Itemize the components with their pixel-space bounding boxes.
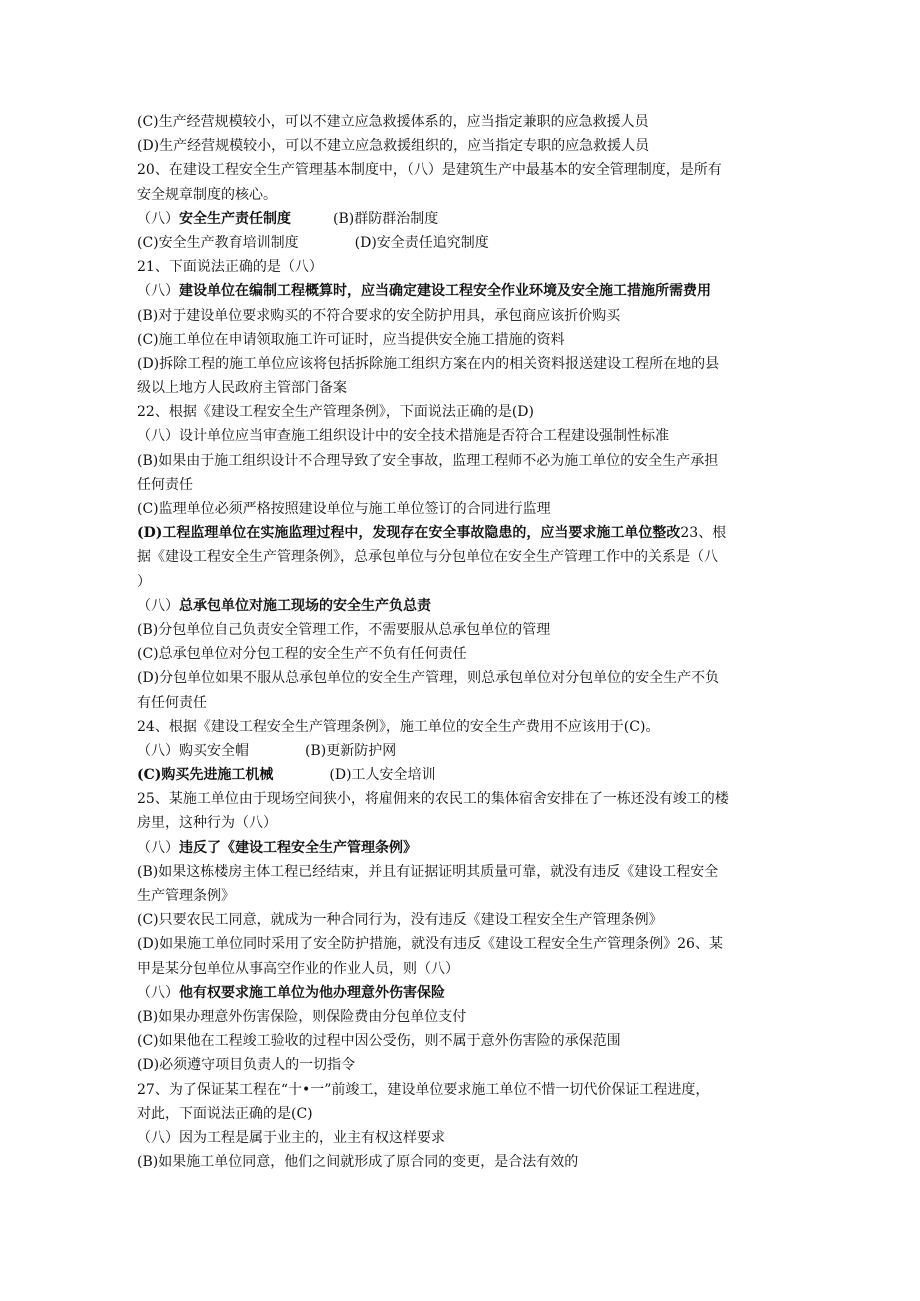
text-span: 对此，下面说法正确的是(C) <box>137 1105 313 1122</box>
text-line <box>137 932 797 956</box>
bold-text-span: 建设单位在编制工程概算时，应当确定建设工程安全作业环境及安全施工措施所需费用 <box>179 283 711 300</box>
text-line <box>137 957 797 981</box>
text-span: (D)分包单位如果不服从总承包单位的安全生产管理，则总承包单位对分包单位的安全生产不负 <box>137 670 720 687</box>
text-line <box>137 715 797 739</box>
text-line <box>137 570 797 594</box>
text-span: (B)如果这栋楼房主体工程已经结束，并且有证据证明其质量可靠，就没有违反《建设工程安全 <box>137 863 719 880</box>
text-span: 任何责任 <box>137 476 193 493</box>
text-line <box>137 473 797 497</box>
text-line <box>137 110 797 134</box>
text-span: （八）购买安全帽 (B)更新防护网 <box>137 742 397 759</box>
text-line <box>137 231 797 255</box>
bold-text-span: 安全生产责任制度 <box>179 210 291 227</box>
text-span: 据《建设工程安全生产管理条例》，总承包单位与分包单位在安全生产管理工作中的关系是（八 <box>137 549 718 566</box>
bold-text-span: 总承包单位对施工现场的安全生产负总责 <box>179 597 431 614</box>
text-span: 有任何责任 <box>137 694 207 711</box>
text-span: (D)如果施工单位同时采用了安全防护措施，就没有违反《建设工程安全生产管理条例》26、某 <box>137 936 723 953</box>
text-span: （八） <box>137 597 179 614</box>
text-line <box>137 981 797 1005</box>
text-span: 生产管理条例》 <box>137 888 235 904</box>
bold-text-span: 他有权要求施工单位为他办理意外伤害保险 <box>179 984 445 1001</box>
text-line <box>137 618 797 642</box>
text-span: （八）因为工程是属于业主的，业主有权这样要求 <box>137 1129 445 1146</box>
text-line <box>137 908 797 932</box>
text-line <box>137 836 797 860</box>
text-line <box>137 1029 797 1053</box>
text-span: (C)生产经营规模较小，可以不建立应急救援体系的，应当指定兼职的应急救援人员 <box>137 114 649 130</box>
text-span: (D)工人安全培训 <box>273 767 436 784</box>
text-span: 甲是某分包单位从事高空作业的作业人员，则（八） <box>137 960 459 977</box>
text-span: (B)如果施工单位同意，他们之间就形成了原合同的变更，是合法有效的 <box>137 1154 579 1171</box>
text-line <box>137 449 797 473</box>
text-line <box>137 739 797 763</box>
text-line <box>137 400 797 424</box>
text-line <box>137 1126 797 1150</box>
text-line <box>137 158 797 182</box>
bold-text-span: (D)工程监理单位在实施监理过程中，发现存在安全事故隐患的，应当要求施工单位整改 <box>137 525 681 542</box>
text-line <box>137 134 797 158</box>
text-line <box>137 811 797 835</box>
text-span: (C)如果他在工程竣工验收的过程中因公受伤，则不属于意外伤害险的承保范围 <box>137 1033 621 1050</box>
text-line <box>137 521 797 545</box>
text-line <box>137 304 797 328</box>
text-span: (C)监理单位必须严格按照建设单位与施工单位签订的合同进行监理 <box>137 501 551 517</box>
text-span: （八） <box>137 839 179 856</box>
text-line <box>137 328 797 352</box>
text-line <box>137 279 797 303</box>
text-span: (B)对于建设单位要求购买的不符合要求的安全防护用具，承包商应该折价购买 <box>137 307 621 324</box>
text-line <box>137 1053 797 1077</box>
text-line <box>137 376 797 400</box>
text-span: (B)分包单位自己负责安全管理工作，不需要服从总承包单位的管理 <box>137 621 551 638</box>
text-span: ） <box>137 573 151 590</box>
text-line <box>137 787 797 811</box>
text-line <box>137 763 797 787</box>
bold-text-span: 违反了《建设工程安全生产管理条例》 <box>179 839 417 856</box>
text-line <box>137 545 797 569</box>
text-span: (B)群防群治制度 <box>291 210 439 227</box>
text-span: （八） <box>137 210 179 227</box>
text-line <box>137 183 797 207</box>
text-span: (B)如果由于施工组织设计不合理导致了安全事故，监理工程师不必为施工单位的安全生产承担 <box>137 452 719 469</box>
text-line <box>137 1005 797 1029</box>
text-line <box>137 207 797 231</box>
text-line <box>137 1078 797 1102</box>
text-span: 安全规章制度的核心。 <box>137 186 277 203</box>
text-span: (D)生产经营规模较小，可以不建立应急救援组织的，应当指定专职的应急救援人员 <box>137 138 650 155</box>
text-line <box>137 1150 797 1174</box>
text-line <box>137 497 797 521</box>
text-span: (C)安全生产教育培训制度 (D)安全责任追究制度 <box>137 234 489 251</box>
text-span: (C)施工单位在申请领取施工许可证时，应当提供安全施工措施的资料 <box>137 331 565 348</box>
text-line <box>137 666 797 690</box>
text-span: (D)拆除工程的施工单位应该将包括拆除施工组织方案在内的相关资料报送建设工程所在地的县 <box>137 355 720 372</box>
text-span: （八） <box>137 984 179 1001</box>
text-line <box>137 255 797 279</box>
text-span: (C)只要农民工同意，就成为一种合同行为，没有违反《建设工程安全生产管理条例》 <box>137 912 663 929</box>
text-span: （八）设计单位应当审查施工组织设计中的安全技术措施是否符合工程建设强制性标准 <box>137 428 669 445</box>
text-line <box>137 642 797 666</box>
text-span: (B)如果办理意外伤害保险，则保险费由分包单位支付 <box>137 1008 467 1025</box>
text-span: 级以上地方人民政府主管部门备案 <box>137 380 347 397</box>
text-line <box>137 424 797 448</box>
text-span: (C)总承包单位对分包工程的安全生产不负有任何责任 <box>137 646 467 663</box>
text-span: 22、根据《建设工程安全生产管理条例》，下面说法正确的是(D) <box>137 404 534 421</box>
text-line <box>137 860 797 884</box>
text-line <box>137 691 797 715</box>
text-span: 20、在建设工程安全生产管理基本制度中，（八）是建筑生产中最基本的安全管理制度，是所有 <box>137 162 722 179</box>
text-span: 24、根据《建设工程安全生产管理条例》，施工单位的安全生产费用不应该用于(C)。 <box>137 718 660 735</box>
text-span: 27、为了保证某工程在“十•一”前竣工，建设单位要求施工单位不惜一切代价保证工程进度， <box>137 1081 710 1098</box>
text-line <box>137 594 797 618</box>
text-span: 21、下面说法正确的是（八） <box>137 259 323 276</box>
text-span: (D)必须遵守项目负责人的一切指令 <box>137 1057 356 1074</box>
text-span: 25、某施工单位由于现场空间狭小，将雇佣来的农民工的集体宿舍安排在了一栋还没有竣工的楼 <box>137 791 729 808</box>
bold-text-span: (C)购买先进施工机械 <box>137 767 274 784</box>
text-line <box>137 352 797 376</box>
text-line <box>137 884 797 908</box>
text-span: （八） <box>137 283 179 300</box>
text-line <box>137 1102 797 1126</box>
text-span: 23、根 <box>680 525 727 542</box>
document-page <box>137 110 797 1174</box>
text-span: 房里，这种行为（八） <box>137 815 277 832</box>
